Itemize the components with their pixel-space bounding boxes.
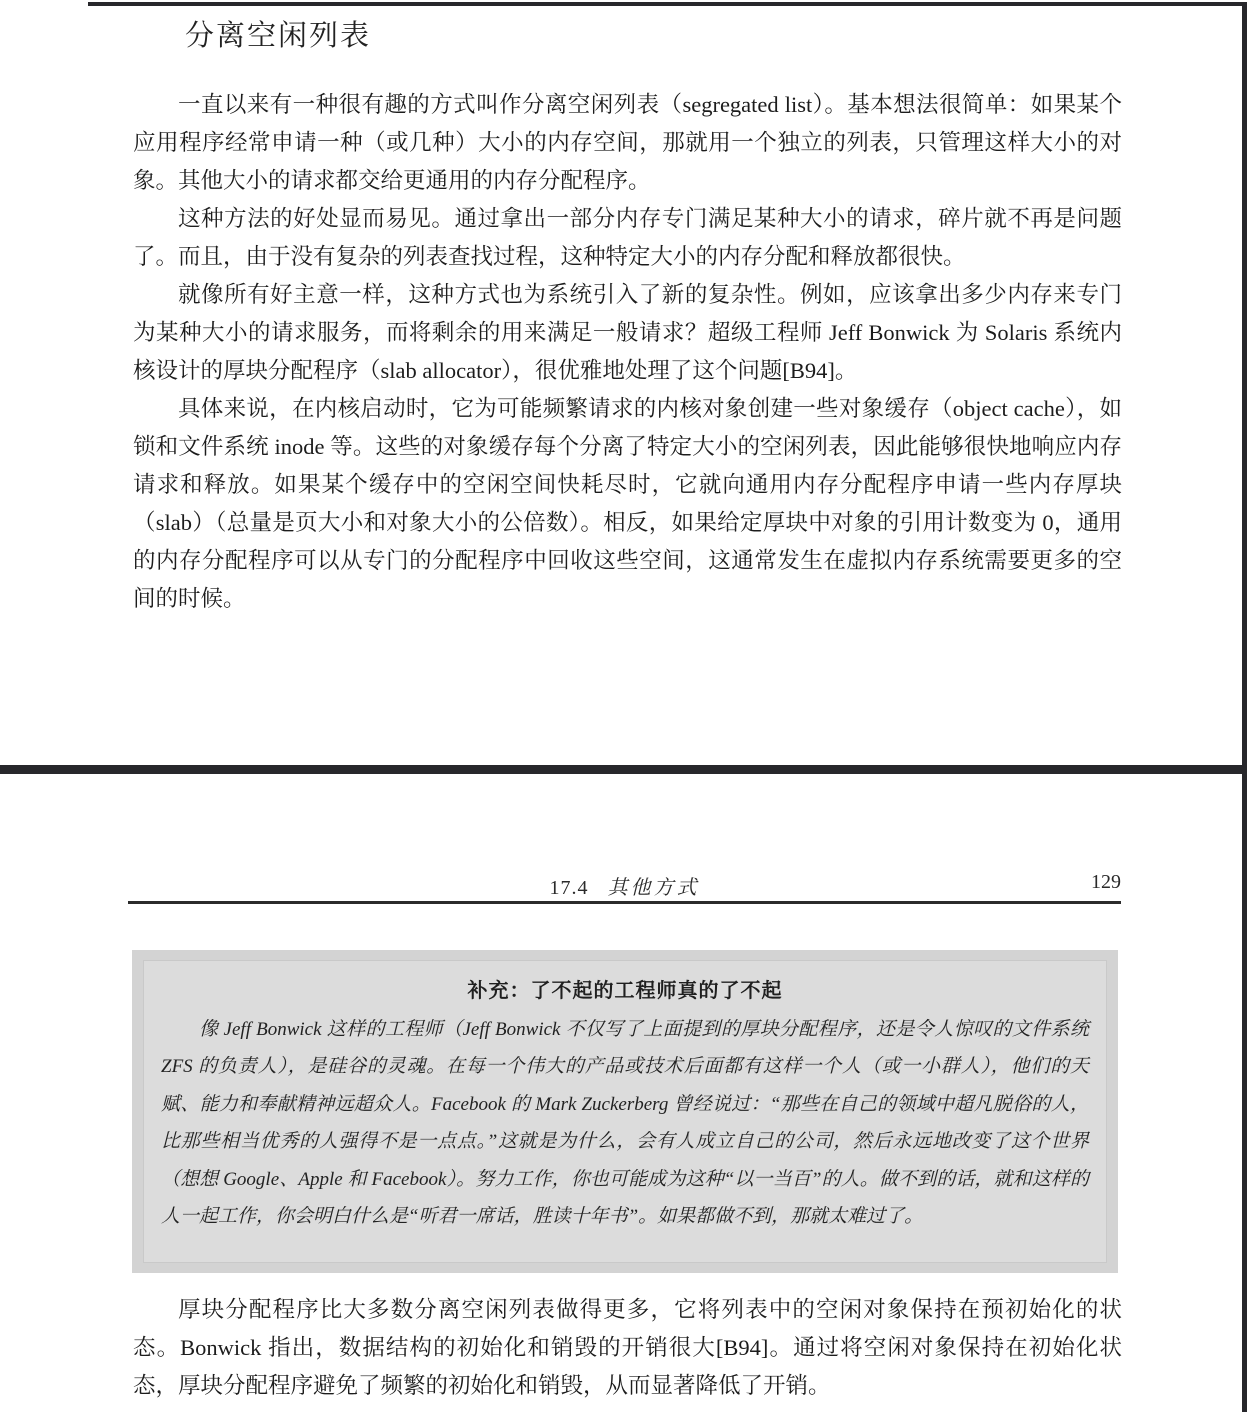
body-paragraph: 具体来说，在内核启动时，它为可能频繁请求的内核对象创建一些对象缓存（object cache），如锁和文件系统 inode 等。这些的对象缓存每个分离了特定大小的空闲列表，因此能够很快地响应内存请求和释放。如果某个缓存中的空闲空间快耗尽时，它就向通用内存分配程序申请一些内存厚块（slab）（总量是页大小和对象大小的公倍数）。相反，如果给定厚块中对象的引用计数变为 0，通用的内存分配程序可以从专门的分配程序中回收这些空间，这通常发生在虚拟内存系统需要更多的空间的时候。 [133, 396, 1122, 611]
running-header [128, 871, 1121, 899]
body-paragraph: 一直以来有一种很有趣的方式叫作分离空闲列表（segregated list）。基本想法很简单：如果某个应用程序经常申请一种（或几种）大小的内存空间，那就用一个独立的列表，只管理这样大小的对象。其他大小的请求都交给更通用的内存分配程序。 [133, 92, 1122, 193]
page-divider-bar [0, 765, 1247, 774]
body-paragraph: 厚块分配程序比大多数分离空闲列表做得更多，它将列表中的空闲对象保持在预初始化的状态。Bonwick 指出，数据结构的初始化和销毁的开销很大[B94]。通过将空闲对象保持在初始化状态，厚块分配程序避免了频繁的初始化和销毁，从而显著降低了开销。 [133, 1297, 1122, 1398]
page2-body-text [133, 1291, 1122, 1405]
page-right-border [1242, 2, 1247, 1412]
section-heading: 分离空闲列表 [185, 20, 372, 52]
running-header-rule [128, 901, 1121, 904]
section-number: 17.4 [549, 877, 589, 899]
aside-box [132, 950, 1118, 1273]
aside-body-text: 像 Jeff Bonwick 这样的工程师（Jeff Bonwick 不仅写了上面提到的厚块分配程序，还是令人惊叹的文件系统 ZFS 的负责人），是硅谷的灵魂。在每一个伟大的产品或技术后面都有这样一个人（或一小群人），他们的天赋、能力和奉献精神远超众人。Facebook 的 Mark Zuckerberg 曾经说过：“那些在自己的领域中超凡脱俗的人，比那些相当优秀的人强得不是一点点。”这就是为什么，会有人成立自己的公司，然后永远地改变了这个世界（想想 Google、Apple 和 Facebook）。努力工作，你也可能成为这种“以一当百”的人。做不到的话，就和这样的人一起工作，你会明白什么是“听君一席话，胜读十年书”。如果都做不到，那就太难过了。 [161, 1019, 1089, 1228]
body-paragraph: 就像所有好主意一样，这种方式也为系统引入了新的复杂性。例如，应该拿出多少内存来专门为某种大小的请求服务，而将剩余的用来满足一般请求？超级工程师 Jeff Bonwick 为 Solaris 系统内核设计的厚块分配程序（slab allocator），很优雅地处理了这个问题[B94]。 [133, 282, 1122, 383]
body-paragraph: 这种方法的好处显而易见。通过拿出一部分内存专门满足某种大小的请求，碎片就不再是问题了。而且，由于没有复杂的列表查找过程，这种特定大小的内存分配和释放都很快。 [133, 206, 1122, 269]
aside-box-inner [143, 960, 1107, 1263]
aside-title: 补充：了不起的工程师真的了不起 [467, 980, 783, 1002]
section-title: 其他方式 [607, 877, 700, 899]
page-number: 129 [1091, 871, 1121, 893]
page1-body-text [133, 86, 1122, 618]
page-top-border [88, 2, 1247, 6]
running-header-center [128, 871, 1121, 900]
